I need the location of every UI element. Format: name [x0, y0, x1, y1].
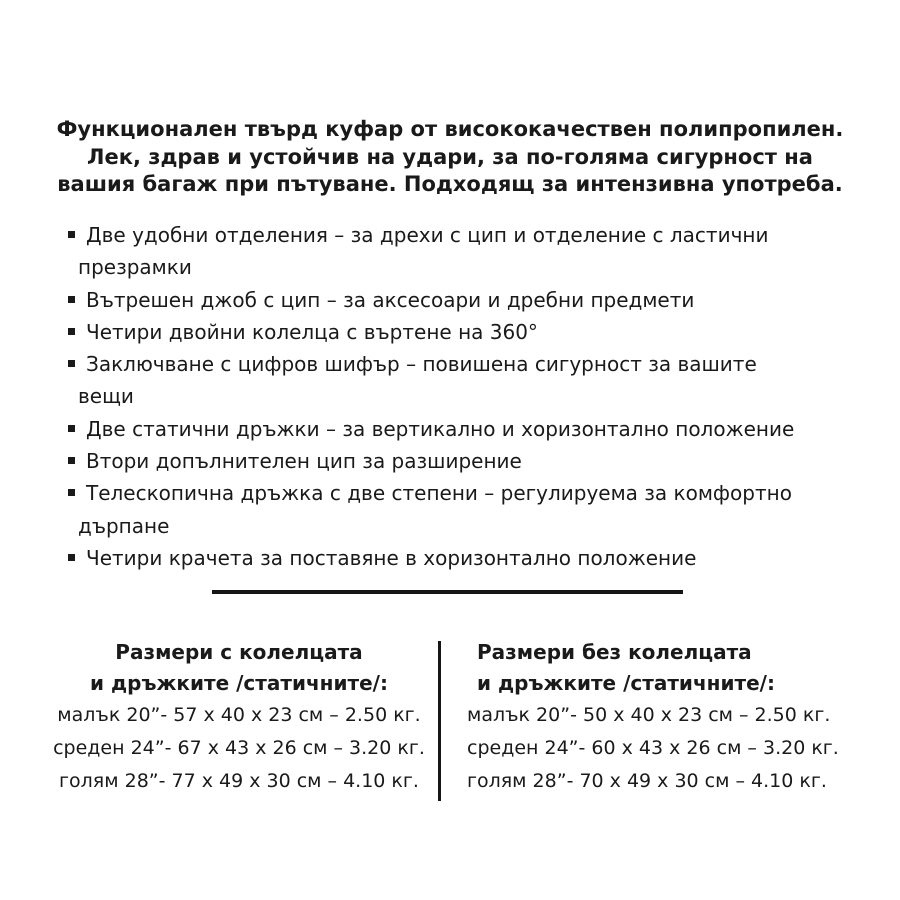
- intro-paragraph: [40, 116, 860, 199]
- feature-text: Вътрешен джоб с цип – за аксесоари и дребни предмети: [86, 287, 695, 312]
- intro-line-2: Лек, здрав и устойчив на удари, за по-голяма сигурност на: [87, 144, 813, 169]
- size-row-medium: среден 24”- 67 x 43 x 26 см – 3.20 кг.: [53, 737, 425, 759]
- column-title-line-2: и дръжките /статичните/:: [477, 671, 775, 695]
- size-row-large: голям 28”- 77 x 49 x 30 см – 4.10 кг.: [59, 770, 419, 792]
- feature-text: Четири двойни колелца с въртене на 360°: [86, 319, 538, 344]
- feature-item: [68, 542, 816, 574]
- feature-item: [68, 348, 816, 413]
- column-title-line-2: и дръжките /статичните/:: [90, 671, 388, 695]
- bullet-square-icon: [68, 296, 75, 303]
- size-comparison-section: [40, 637, 855, 801]
- bullet-square-icon: [68, 231, 75, 238]
- bullet-square-icon: [68, 554, 75, 561]
- feature-text: Заключване с цифров шифър – повишена сигурност за вашите вещи: [78, 352, 757, 409]
- bullet-square-icon: [68, 328, 75, 335]
- intro-line-1: Функционален твърд куфар от висококачествен полипропилен.: [56, 117, 844, 141]
- horizontal-divider-line: [212, 590, 683, 594]
- column-title-line-1: Размери с колелцата: [115, 640, 363, 664]
- feature-text: Телескопична дръжка с две степени – регулируема за комфортно дърпане: [78, 481, 792, 538]
- feature-item: [68, 284, 816, 316]
- size-row-small: малък 20”- 57 x 40 x 23 см – 2.50 кг.: [57, 704, 421, 726]
- bullet-square-icon: [68, 489, 75, 496]
- feature-text: Две статични дръжки – за вертикално и хоризонтално положение: [86, 416, 795, 441]
- feature-text: Втори допълнителен цип за разширение: [86, 449, 522, 474]
- without-wheels-size-rows: [467, 705, 839, 791]
- sizes-without-wheels-column: [441, 637, 839, 791]
- feature-list: [68, 219, 816, 574]
- without-wheels-column-title: [467, 637, 839, 699]
- with-wheels-column-title: [40, 637, 438, 699]
- feature-text: Четири крачета за поставяне в хоризонтално положение: [86, 545, 697, 570]
- feature-text: Две удобни отделения – за дрехи с цип и отделение с ластични презрамки: [78, 223, 769, 280]
- size-row-small: малък 20”- 50 x 40 x 23 см – 2.50 кг.: [467, 704, 831, 726]
- sizes-with-wheels-column: [40, 637, 438, 791]
- feature-item: [68, 477, 816, 542]
- size-row-large: голям 28”- 70 x 49 x 30 см – 4.10 кг.: [467, 770, 827, 792]
- feature-item: [68, 316, 816, 348]
- intro-line-3: вашия багаж при пътуване. Подходящ за интензивна употреба.: [57, 172, 843, 196]
- feature-item: [68, 445, 816, 477]
- size-row-medium: среден 24”- 60 x 43 x 26 см – 3.20 кг.: [467, 737, 839, 759]
- bullet-square-icon: [68, 425, 75, 432]
- feature-item: [68, 413, 816, 445]
- with-wheels-size-rows: [40, 705, 438, 791]
- bullet-square-icon: [68, 457, 75, 464]
- feature-item: [68, 219, 816, 284]
- bullet-square-icon: [68, 360, 75, 367]
- column-title-line-1: Размери без колелцата: [477, 640, 752, 664]
